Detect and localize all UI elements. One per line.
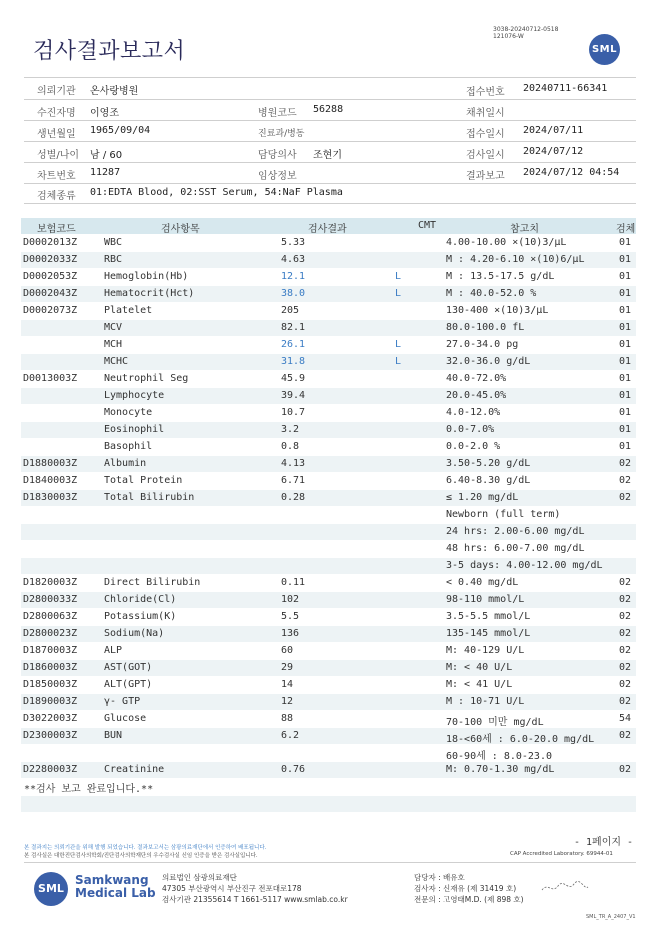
table-row [21,677,636,693]
cell-result: 82.1 [281,322,306,333]
recv-no-label: 접수번호 [466,87,505,98]
header-cmt: CMT [418,220,437,231]
brand-name [75,874,156,900]
table-row [21,473,636,489]
cell-ref: 130-400 ×(10)3/μL [446,305,549,316]
cell-item: Total Protein [104,475,183,486]
divider [24,77,636,78]
cell-specimen: 02 [619,594,632,605]
cell-ref: ≤ 1.20 mg/dL [446,492,519,503]
cell-specimen: 01 [619,441,632,452]
recv-date-label: 접수일시 [466,129,505,140]
signature-scribble [540,880,590,896]
header-code: 보험코드 [37,224,76,235]
table-row [21,456,636,472]
cell-ref: M : 40.0-52.0 % [446,288,537,299]
cell-ref: 48 hrs: 6.00-7.00 mg/dL [446,543,585,554]
divider [24,203,636,204]
cell-result: 12 [281,696,294,707]
cell-code: D1870003Z [23,645,78,656]
cell-result: 14 [281,679,294,690]
cell-result: 31.8 [281,356,306,367]
sml-logo-icon: SML [34,872,68,906]
collect-date-label: 채취일시 [466,108,505,119]
cell-ref: 20.0-45.0% [446,390,507,401]
table-row [21,592,636,608]
table-row [21,524,636,540]
cell-item: Basophil [104,441,153,452]
cell-code: D0002053Z [23,271,78,282]
report-value: 2024/07/12 04:54 [523,167,620,178]
cell-cmt: L [395,356,402,367]
cell-ref: 3-5 days: 4.00-12.00 mg/dL [446,560,603,571]
cell-ref: 98-110 mmol/L [446,594,525,605]
cell-result: 136 [281,628,300,639]
cell-ref: 18-<60세 : 6.0-20.0 mg/dL [446,734,595,745]
cell-code: D2800023Z [23,628,78,639]
table-row [21,490,636,506]
cell-item: Sodium(Na) [104,628,165,639]
cell-item: AST(GOT) [104,662,153,673]
cell-item: RBC [104,254,123,265]
cell-result: 26.1 [281,339,306,350]
cell-specimen: 01 [619,424,632,435]
cell-item: Monocyte [104,407,153,418]
test-date-value: 2024/07/12 [523,146,584,157]
cell-ref: 80.0-100.0 fL [446,322,525,333]
dept-label: 진료과/병동 [258,129,305,139]
divider [24,183,636,184]
cell-ref: M: < 41 U/L [446,679,513,690]
table-row [21,303,636,319]
header-specimen: 검체 [616,224,636,235]
cell-ref: M: 40-129 U/L [446,645,525,656]
page-number: - 1페이지 - [574,837,634,848]
document-id-line2: 121076-W [493,33,524,40]
cell-item: γ- GTP [104,696,141,707]
cell-code: D1840003Z [23,475,78,486]
sml-logo-icon: SML [589,34,620,65]
test-date-label: 검사일시 [466,150,505,161]
header-result: 검사결과 [308,224,347,235]
cell-item: Total Bilirubin [104,492,195,503]
signatures [414,872,524,905]
cell-code: D0002073Z [23,305,78,316]
cell-ref: 32.0-36.0 g/dL [446,356,531,367]
cell-ref: 0.0-7.0% [446,424,495,435]
name-value: 이영조 [90,108,119,119]
table-row [21,609,636,625]
cell-result: 3.2 [281,424,300,435]
cell-code: D1850003Z [23,679,78,690]
cell-item: Hemoglobin(Hb) [104,271,189,282]
cell-specimen: 02 [619,730,632,741]
table-row [21,405,636,421]
cell-ref: M : 4.20-6.10 ×(10)6/μL [446,254,585,265]
cell-specimen: 02 [619,577,632,588]
sex-age-value: 남 / 60 [90,150,123,161]
cell-specimen: 54 [619,713,632,724]
cell-code: D0002043Z [23,288,78,299]
cell-item: Eosinophil [104,424,165,435]
cell-ref: < 0.40 mg/dL [446,577,519,588]
table-row [21,252,636,268]
cell-ref: 3.50-5.20 g/dL [446,458,531,469]
notice-1: 본 결과지는 의뢰기관을 위해 발행 되었습니다. 결과보고서는 삼광의료재단에서 인증하여 배포됩니다. [24,845,267,851]
brand-line1: Samkwang [75,873,149,887]
cell-specimen: 01 [619,356,632,367]
cell-code: D3022003Z [23,713,78,724]
hosp-code-label: 병원코드 [258,108,297,119]
header-item: 검사항목 [161,224,200,235]
cell-ref: 40.0-72.0% [446,373,507,384]
end-note: **검사 보고 완료입니다.** [24,784,154,795]
inst-label: 의뢰기관 [37,86,76,97]
divider [24,162,636,163]
cell-item: Albumin [104,458,147,469]
header-ref: 참고치 [510,224,539,235]
chart-value: 11287 [90,167,121,178]
cell-specimen: 02 [619,611,632,622]
cell-ref: 135-145 mmol/L [446,628,531,639]
table-row [21,728,636,744]
cell-result: 0.11 [281,577,306,588]
divider [24,862,636,863]
cell-code: D1880003Z [23,458,78,469]
cell-item: WBC [104,237,123,248]
recv-no-value: 20240711-66341 [523,83,608,94]
cell-code: D1830003Z [23,492,78,503]
birth-label: 생년월일 [37,129,76,140]
cell-result: 29 [281,662,294,673]
cell-specimen: 02 [619,764,632,775]
cell-specimen: 01 [619,407,632,418]
specialist: 전문의 : 고영태M.D. (제 898 호) [414,895,524,904]
cell-code: D2280003Z [23,764,78,775]
sex-age-label: 성별/나이 [37,150,80,161]
cell-result: 6.71 [281,475,306,486]
cell-ref: M: 0.70-1.30 mg/dL [446,764,555,775]
divider [24,141,636,142]
inst-value: 온사랑병원 [90,86,139,97]
table-row [21,388,636,404]
cell-specimen: 02 [619,696,632,707]
cell-result: 12.1 [281,271,306,282]
cell-specimen: 02 [619,679,632,690]
cell-specimen: 01 [619,373,632,384]
org-name: 의료법인 삼광의료재단 [162,873,237,882]
table-row [21,575,636,591]
chart-label: 차트번호 [37,171,76,182]
cell-item: ALT(GPT) [104,679,153,690]
cell-result: 5.5 [281,611,300,622]
cell-item: MCV [104,322,123,333]
manager: 담당자 : 배유호 [414,873,465,882]
cell-result: 39.4 [281,390,306,401]
cell-ref: 60-90세 : 8.0-23.0 [446,751,552,762]
org-address: 47305 부산광역시 부산진구 전포대로178 [162,884,302,893]
table-row [21,762,636,778]
cell-item: Glucose [104,713,147,724]
document-id [493,26,558,40]
org-info [162,872,348,905]
cell-code: D1890003Z [23,696,78,707]
table-row [21,371,636,387]
cell-item: Direct Bilirubin [104,577,201,588]
doctor-label: 담당의사 [258,150,297,161]
cell-item: ALP [104,645,123,656]
table-row [21,541,636,557]
table-row [21,320,636,336]
cell-code: D2800033Z [23,594,78,605]
cell-result: 6.2 [281,730,300,741]
cell-code: D2300003Z [23,730,78,741]
cell-item: MCHC [104,356,129,367]
cell-item: BUN [104,730,123,741]
table-row [21,558,636,574]
cell-item: MCH [104,339,123,350]
cell-specimen: 01 [619,339,632,350]
cell-result: 10.7 [281,407,306,418]
page-title: 검사결과보고서 [33,39,186,64]
cell-specimen: 01 [619,254,632,265]
cell-result: 5.33 [281,237,306,248]
cell-code: D0002013Z [23,237,78,248]
cell-specimen: 01 [619,237,632,248]
table-row [21,626,636,642]
blank-row [21,796,636,812]
cell-result: 45.9 [281,373,306,384]
inspector: 검사자 : 신재유 (제 31419 호) [414,884,517,893]
cell-specimen: 02 [619,628,632,639]
cell-item: Neutrophil Seg [104,373,189,384]
cap-accreditation: CAP Accredited Laboratory. 69944-01 [510,851,613,857]
cell-code: D0013003Z [23,373,78,384]
cell-specimen: 01 [619,271,632,282]
report-label: 결과보고 [466,171,505,182]
table-row [21,422,636,438]
cell-specimen: 02 [619,645,632,656]
cell-code: D2800063Z [23,611,78,622]
form-code: SML_TR_A_2407_V1 [586,914,636,920]
cell-result: 4.13 [281,458,306,469]
cell-result: 60 [281,645,294,656]
specimen-value: 01:EDTA Blood, 02:SST Serum, 54:NaF Plasma [90,187,343,198]
cell-item: Chloride(Cl) [104,594,177,605]
table-row [21,643,636,659]
results-table-header [21,218,636,234]
cell-specimen: 01 [619,322,632,333]
cell-item: Hematocrit(Hct) [104,288,195,299]
cell-item: Lymphocyte [104,390,165,401]
name-label: 수진자명 [37,108,76,119]
cell-specimen: 01 [619,288,632,299]
recv-date-value: 2024/07/11 [523,125,584,136]
hosp-code-value: 56288 [313,104,344,115]
cell-ref: 6.40-8.30 g/dL [446,475,531,486]
cell-result: 0.76 [281,764,306,775]
cell-cmt: L [395,271,402,282]
table-row [21,286,636,302]
cell-cmt: L [395,339,402,350]
cell-ref: M : 13.5-17.5 g/dL [446,271,555,282]
doctor-value: 조현기 [313,150,342,161]
cell-ref: M : 10-71 U/L [446,696,525,707]
notice-2: 본 검사실은 대한진단검사의학회/진단검사의학재단의 우수검사실 신임 인증을 받은 검사실입니다. [24,853,258,859]
table-row [21,269,636,285]
cell-code: D0002033Z [23,254,78,265]
cell-item: Platelet [104,305,153,316]
cell-item: Potassium(K) [104,611,177,622]
document-id-line1: 3038-20240712-0518 [493,26,559,33]
cell-ref: 24 hrs: 2.00-6.00 mg/dL [446,526,585,537]
cell-result: 0.8 [281,441,300,452]
clinical-label: 임상정보 [258,171,297,182]
brand-line2: Medical Lab [75,886,156,900]
cell-ref: 4.00-10.00 ×(10)3/μL [446,237,567,248]
birth-value: 1965/09/04 [90,125,151,136]
cell-specimen: 02 [619,475,632,486]
cell-specimen: 02 [619,458,632,469]
cell-specimen: 02 [619,662,632,673]
cell-ref: 0.0-2.0 % [446,441,501,452]
cell-result: 88 [281,713,294,724]
divider [24,120,636,121]
cell-specimen: 01 [619,390,632,401]
cell-result: 0.28 [281,492,306,503]
table-row [21,711,636,727]
cell-ref: 3.5-5.5 mmol/L [446,611,531,622]
cell-item: Creatinine [104,764,165,775]
cell-ref: Newborn (full term) [446,509,561,520]
divider [24,99,636,100]
cell-ref: 70-100 미만 mg/dL [446,717,544,728]
cell-result: 102 [281,594,300,605]
cell-specimen: 01 [619,305,632,316]
table-row [21,354,636,370]
table-row [21,439,636,455]
cell-code: D1860003Z [23,662,78,673]
table-row [21,337,636,353]
cell-result: 205 [281,305,300,316]
table-row [21,235,636,251]
cell-cmt: L [395,288,402,299]
cell-ref: M: < 40 U/L [446,662,513,673]
specimen-label: 검체종류 [37,191,76,202]
table-row [21,507,636,523]
cell-specimen: 02 [619,492,632,503]
org-contact: 검사기관 21355614 T 1661-5117 www.smlab.co.kr [162,895,348,904]
table-row [21,660,636,676]
cell-result: 38.0 [281,288,306,299]
table-row [21,694,636,710]
table-row [21,745,636,761]
cell-ref: 4.0-12.0% [446,407,501,418]
cell-ref: 27.0-34.0 pg [446,339,519,350]
cell-code: D1820003Z [23,577,78,588]
cell-result: 4.63 [281,254,306,265]
